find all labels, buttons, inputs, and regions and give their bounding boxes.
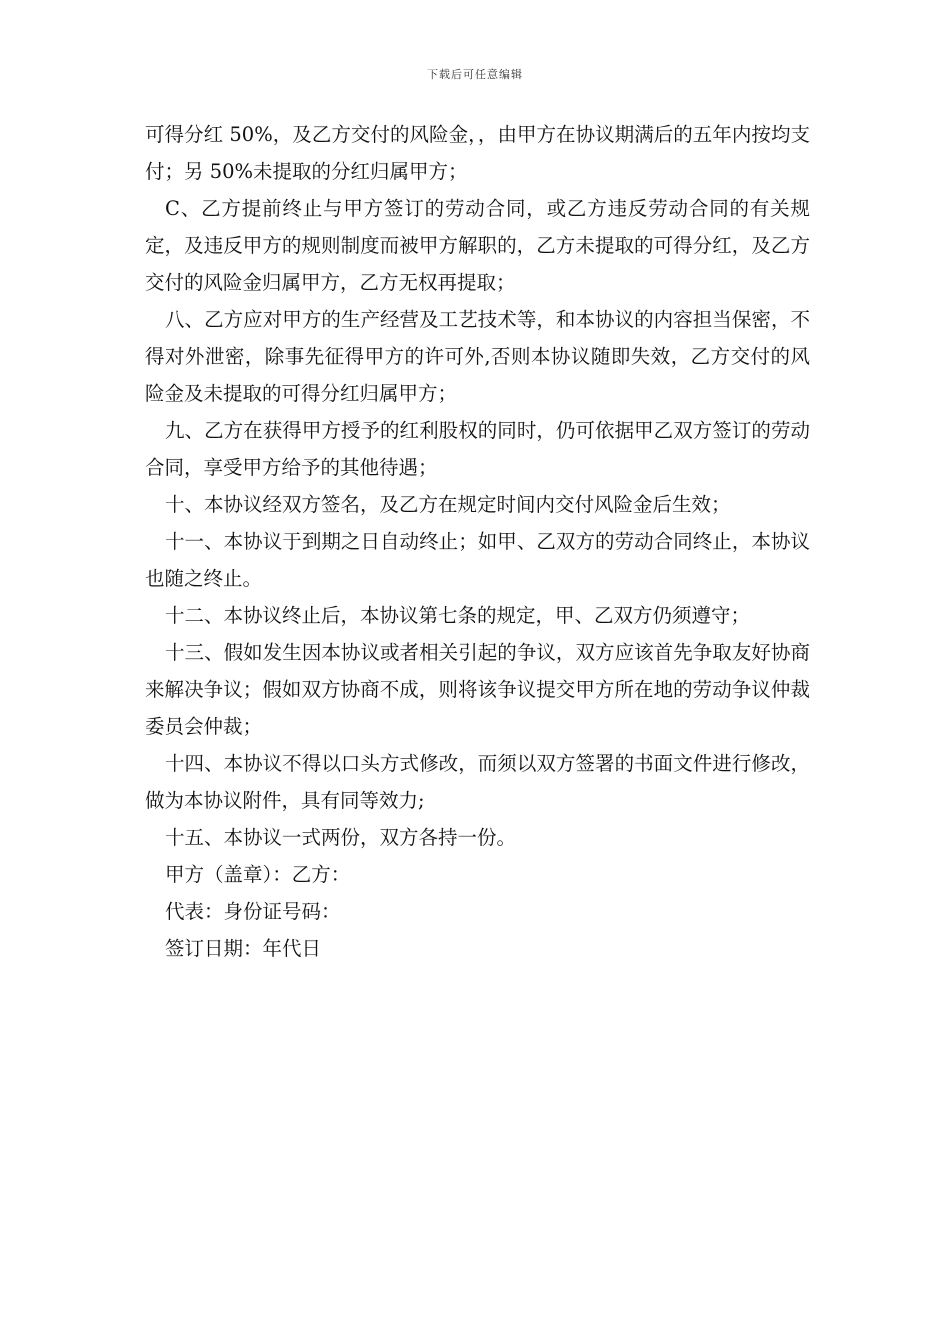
signature-date: 签订日期：年代日	[165, 937, 322, 960]
paragraph-clause-13: 十三、假如发生因本协议或者相关引起的争议，双方应该首先争取友好协商来解决争议；假如双方协商不成，则将该争议提交甲方所在地的劳动争议仲裁委员会仲裁；	[145, 641, 810, 738]
paragraph-clause-15: 十五、本协议一式两份，双方各持一份。	[165, 826, 517, 849]
paragraph-clause-10: 十、本协议经双方签名，及乙方在规定时间内交付风险金后生效；	[165, 493, 731, 516]
paragraph-continuation: 可得分红 50%，及乙方交付的风险金，，由甲方在协议期满后的五年内按均支付；另 50%未提取的分红归属甲方；	[145, 123, 810, 183]
paragraph-clause-14: 十四、本协议不得以口头方式修改，而须以双方签署的书面文件进行修改，做为本协议附件，具有同等效力;	[145, 752, 810, 812]
paragraph-clause-8: 八、乙方应对甲方的生产经营及工艺技术等，和本协议的内容担当保密，不得对外泄密，除事先征得甲方的许可外,否则本协议随即失效，乙方交付的风险金及未提取的可得分红归属甲方；	[145, 308, 810, 405]
document-body	[145, 116, 810, 967]
signature-parties: 甲方（盖章）：乙方：	[165, 863, 351, 886]
paragraph-clause-9: 九、乙方在获得甲方授予的红利股权的同时，仍可依据甲乙双方签订的劳动合同，享受甲方给予的其他待遇；	[145, 419, 810, 479]
signature-representative: 代表：身份证号码：	[165, 900, 341, 923]
paragraph-clause-12: 十二、本协议终止后，本协议第七条的规定，甲、乙双方仍须遵守；	[165, 604, 751, 627]
paragraph-clause-c: C、乙方提前终止与甲方签订的劳动合同，或乙方违反劳动合同的有关规定，及违反甲方的规则制度而被甲方解职的，乙方未提取的可得分红，及乙方交付的风险金归属甲方，乙方无权再提取；	[145, 197, 810, 294]
paragraph-clause-11: 十一、本协议于到期之日自动终止；如甲、乙双方的劳动合同终止，本协议也随之终止。	[145, 530, 810, 590]
page-header-note: 下载后可任意编辑	[427, 68, 523, 81]
